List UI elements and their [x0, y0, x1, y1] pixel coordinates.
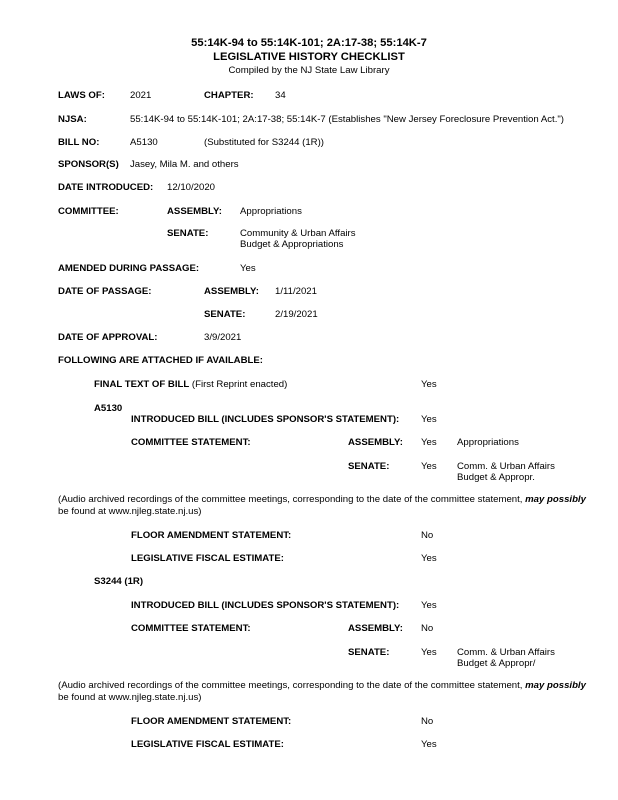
- approval-label: DATE OF APPROVAL:: [58, 332, 158, 343]
- chapter-value: 34: [275, 90, 286, 101]
- amended-label: AMENDED DURING PASSAGE:: [58, 263, 200, 274]
- a5130-fiscal-estimate-label: LEGISLATIVE FISCAL ESTIMATE:: [131, 553, 284, 564]
- sponsors-label: SPONSOR(S): [58, 159, 119, 170]
- s3244-heading: S3244 (1R): [94, 576, 144, 587]
- a5130-floor-amendment-value: No: [421, 530, 434, 541]
- chapter-label: CHAPTER:: [204, 90, 254, 101]
- s3244-fiscal-estimate-label: LEGISLATIVE FISCAL ESTIMATE:: [131, 739, 284, 750]
- s3244-assembly-value: No: [421, 623, 434, 634]
- a5130-senate-committee-1: Comm. & Urban Affairs: [457, 461, 555, 472]
- a5130-floor-amendment-label: FLOOR AMENDMENT STATEMENT:: [131, 530, 292, 541]
- a5130-introduced-label: INTRODUCED BILL (INCLUDES SPONSOR'S STATEMENT):: [131, 414, 400, 425]
- passage-assembly-label: ASSEMBLY:: [204, 286, 259, 297]
- a5130-introduced-value: Yes: [421, 414, 437, 425]
- date-introduced-value: 12/10/2020: [167, 182, 216, 193]
- s3244-senate-value: Yes: [421, 647, 437, 658]
- committee-assembly-label: ASSEMBLY:: [167, 206, 222, 217]
- approval-value: 3/9/2021: [204, 332, 242, 343]
- passage-assembly-value: 1/11/2021: [275, 286, 317, 297]
- date-introduced-label: DATE INTRODUCED:: [58, 182, 154, 193]
- s3244-audio-note-text-2: be found at www.njleg.state.nj.us): [58, 691, 202, 703]
- document-title: 55:14K-94 to 55:14K-101; 2A:17-38; 55:14K-7: [191, 37, 427, 49]
- a5130-committee-statement-label: COMMITTEE STATEMENT:: [131, 437, 251, 448]
- laws-of-label: LAWS OF:: [58, 90, 105, 101]
- final-text-row: [94, 379, 287, 390]
- passage-label: DATE OF PASSAGE:: [58, 286, 152, 297]
- laws-of-value: 2021: [130, 90, 152, 101]
- a5130-audio-note-text: (Audio archived recordings of the committee meetings, corresponding to the date of the committee statement,: [58, 494, 526, 505]
- committee-senate-value-2: Budget & Appropriations: [240, 239, 344, 250]
- committee-senate-value-1: Community & Urban Affairs: [240, 228, 356, 239]
- committee-label: COMMITTEE:: [58, 206, 119, 217]
- a5130-audio-note: [58, 494, 613, 517]
- final-text-note: (First Reprint enacted): [191, 379, 288, 390]
- s3244-senate-label: SENATE:: [348, 647, 390, 658]
- a5130-audio-note-text-2: be found at www.njleg.state.nj.us): [58, 505, 202, 517]
- s3244-audio-note: [58, 680, 613, 703]
- s3244-senate-committee-1: Comm. & Urban Affairs: [457, 647, 555, 658]
- a5130-fiscal-estimate-value: Yes: [421, 553, 437, 564]
- a5130-senate-committee-2: Budget & Appropr.: [457, 472, 535, 483]
- njsa-label: NJSA:: [58, 114, 87, 125]
- s3244-fiscal-estimate-value: Yes: [421, 739, 437, 750]
- a5130-heading: A5130: [94, 403, 123, 414]
- s3244-floor-amendment-value: No: [421, 716, 434, 727]
- attached-heading: FOLLOWING ARE ATTACHED IF AVAILABLE:: [58, 355, 263, 366]
- s3244-introduced-label: INTRODUCED BILL (INCLUDES SPONSOR'S STATEMENT):: [131, 600, 400, 611]
- bill-no-label: BILL NO:: [58, 137, 100, 148]
- a5130-assembly-value: Yes: [421, 437, 437, 448]
- s3244-floor-amendment-label: FLOOR AMENDMENT STATEMENT:: [131, 716, 292, 727]
- passage-senate-value: 2/19/2021: [275, 309, 318, 320]
- passage-senate-label: SENATE:: [204, 309, 246, 320]
- final-text-value: Yes: [421, 379, 437, 390]
- s3244-senate-committee-2: Budget & Appropr/: [457, 658, 536, 669]
- bill-substitution-note: (Substituted for S3244 (1R)): [204, 137, 324, 148]
- s3244-audio-note-text: (Audio archived recordings of the committee meetings, corresponding to the date of the committee statement,: [58, 680, 526, 691]
- document-subtitle: LEGISLATIVE HISTORY CHECKLIST: [213, 51, 405, 63]
- s3244-committee-statement-label: COMMITTEE STATEMENT:: [131, 623, 251, 634]
- final-text-label: FINAL TEXT OF BILL: [94, 379, 190, 390]
- a5130-assembly-label: ASSEMBLY:: [348, 437, 403, 448]
- s3244-introduced-value: Yes: [421, 600, 437, 611]
- sponsors-value: Jasey, Mila M. and others: [130, 159, 239, 170]
- njsa-value: 55:14K-94 to 55:14K-101; 2A:17-38; 55:14K-7 (Establishes "New Jersey Foreclosure Prevention Act."): [130, 114, 564, 125]
- amended-value: Yes: [240, 263, 256, 274]
- committee-senate-label: SENATE:: [167, 228, 209, 239]
- s3244-audio-note-emphasis: may possibly: [525, 680, 586, 691]
- a5130-audio-note-emphasis: may possibly: [525, 494, 586, 505]
- a5130-senate-label: SENATE:: [348, 461, 390, 472]
- s3244-assembly-label: ASSEMBLY:: [348, 623, 403, 634]
- committee-assembly-value: Appropriations: [240, 206, 302, 217]
- a5130-senate-value: Yes: [421, 461, 437, 472]
- a5130-assembly-committee: Appropriations: [457, 437, 519, 448]
- compiled-by: Compiled by the NJ State Law Library: [228, 65, 390, 76]
- bill-no-value: A5130: [130, 137, 158, 148]
